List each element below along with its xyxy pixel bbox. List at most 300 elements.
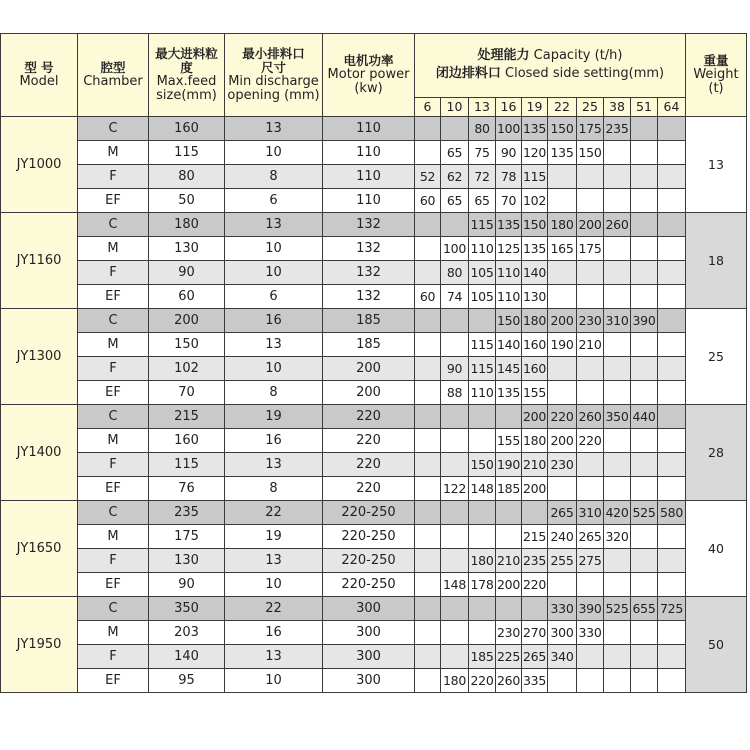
capacity-cell	[415, 381, 441, 405]
capacity-cell: 320	[604, 525, 631, 549]
capacity-cell: 220	[577, 429, 604, 453]
capacity-cell: 525	[631, 501, 658, 525]
discharge-cell: 13	[225, 117, 323, 141]
feed-size-cell: 160	[149, 429, 225, 453]
capacity-cell: 148	[441, 573, 469, 597]
capacity-cell	[658, 237, 686, 261]
motor-power-cell: 185	[323, 309, 415, 333]
capacity-cell	[415, 645, 441, 669]
table-row	[1, 261, 747, 285]
discharge-cell: 13	[225, 645, 323, 669]
table-row	[1, 405, 747, 429]
capacity-cell: 260	[604, 213, 631, 237]
capacity-cell	[631, 333, 658, 357]
capacity-cell: 60	[415, 285, 441, 309]
feed-size-cell: 175	[149, 525, 225, 549]
capacity-cell: 72	[469, 165, 496, 189]
capacity-cell: 190	[496, 453, 522, 477]
capacity-cell	[415, 477, 441, 501]
setting-header-cell: 10	[441, 97, 469, 116]
capacity-cell	[441, 549, 469, 573]
capacity-cell: 180	[469, 549, 496, 573]
capacity-cell	[631, 213, 658, 237]
chamber-cell: F	[78, 261, 149, 285]
chamber-cell: C	[78, 117, 149, 141]
motor-power-cell: 220-250	[323, 501, 415, 525]
discharge-cell: 13	[225, 549, 323, 573]
capacity-cell	[548, 381, 577, 405]
chamber-cell: M	[78, 237, 149, 261]
capacity-cell: 145	[496, 357, 522, 381]
discharge-cell: 8	[225, 165, 323, 189]
capacity-cell	[577, 189, 604, 213]
capacity-cell: 390	[631, 309, 658, 333]
header-discharge	[225, 34, 323, 117]
setting-header-cell: 22	[548, 97, 577, 116]
capacity-cell	[631, 645, 658, 669]
header-discharge-en: Min discharge opening (mm)	[227, 74, 320, 103]
motor-power-cell: 110	[323, 165, 415, 189]
header-capacity-en: Capacity (t/h)	[533, 48, 623, 64]
capacity-cell: 200	[548, 309, 577, 333]
motor-power-cell: 132	[323, 213, 415, 237]
motor-power-cell: 110	[323, 189, 415, 213]
table-row	[1, 141, 747, 165]
capacity-cell: 255	[548, 549, 577, 573]
capacity-cell: 300	[548, 621, 577, 645]
capacity-cell: 135	[522, 117, 548, 141]
capacity-cell	[577, 165, 604, 189]
capacity-cell	[496, 501, 522, 525]
chamber-cell: EF	[78, 381, 149, 405]
capacity-cell	[604, 645, 631, 669]
feed-size-cell: 203	[149, 621, 225, 645]
capacity-cell: 88	[441, 381, 469, 405]
capacity-cell: 135	[522, 237, 548, 261]
capacity-cell	[631, 477, 658, 501]
capacity-cell: 115	[469, 213, 496, 237]
discharge-cell: 10	[225, 237, 323, 261]
feed-size-cell: 115	[149, 453, 225, 477]
motor-power-cell: 132	[323, 261, 415, 285]
capacity-cell	[631, 117, 658, 141]
capacity-cell: 110	[469, 381, 496, 405]
capacity-cell	[658, 309, 686, 333]
feed-size-cell: 130	[149, 549, 225, 573]
chamber-cell: C	[78, 309, 149, 333]
capacity-cell	[604, 669, 631, 693]
capacity-cell	[577, 381, 604, 405]
chamber-cell: M	[78, 621, 149, 645]
capacity-cell: 160	[522, 333, 548, 357]
capacity-cell	[415, 309, 441, 333]
discharge-cell: 10	[225, 573, 323, 597]
header-power	[323, 34, 415, 117]
capacity-cell: 135	[496, 381, 522, 405]
capacity-cell	[631, 549, 658, 573]
capacity-cell	[548, 477, 577, 501]
capacity-cell	[415, 333, 441, 357]
capacity-cell	[441, 525, 469, 549]
capacity-cell: 75	[469, 141, 496, 165]
capacity-cell	[631, 141, 658, 165]
capacity-cell	[415, 261, 441, 285]
feed-size-cell: 150	[149, 333, 225, 357]
capacity-cell: 140	[496, 333, 522, 357]
setting-header-cell: 25	[577, 97, 604, 116]
capacity-cell	[469, 501, 496, 525]
capacity-cell	[441, 213, 469, 237]
capacity-cell: 115	[469, 357, 496, 381]
header-chamber-en: Chamber	[83, 74, 143, 89]
capacity-cell	[604, 165, 631, 189]
capacity-cell	[631, 165, 658, 189]
capacity-cell: 200	[496, 573, 522, 597]
table-row	[1, 189, 747, 213]
capacity-cell: 580	[658, 501, 686, 525]
chamber-cell: F	[78, 165, 149, 189]
capacity-cell	[469, 597, 496, 621]
model-cell: JY1300	[1, 309, 78, 405]
capacity-cell: 74	[441, 285, 469, 309]
capacity-cell	[441, 429, 469, 453]
capacity-cell: 655	[631, 597, 658, 621]
capacity-cell	[469, 405, 496, 429]
table-row	[1, 525, 747, 549]
feed-size-cell: 130	[149, 237, 225, 261]
header-power-zh: 电机功率	[343, 53, 394, 68]
capacity-cell: 65	[441, 141, 469, 165]
capacity-cell	[577, 285, 604, 309]
motor-power-cell: 110	[323, 141, 415, 165]
setting-header-cell: 13	[469, 97, 496, 116]
table-row	[1, 165, 747, 189]
capacity-cell: 185	[496, 477, 522, 501]
capacity-cell	[658, 381, 686, 405]
capacity-cell: 330	[548, 597, 577, 621]
capacity-cell: 180	[441, 669, 469, 693]
capacity-cell	[469, 309, 496, 333]
capacity-cell: 100	[496, 117, 522, 141]
chamber-cell: C	[78, 501, 149, 525]
capacity-cell	[577, 261, 604, 285]
capacity-cell: 70	[496, 189, 522, 213]
capacity-cell	[441, 645, 469, 669]
chamber-cell: M	[78, 333, 149, 357]
capacity-cell	[631, 573, 658, 597]
capacity-cell	[658, 525, 686, 549]
discharge-cell: 8	[225, 381, 323, 405]
capacity-cell	[415, 213, 441, 237]
capacity-cell: 135	[496, 213, 522, 237]
capacity-cell: 180	[522, 429, 548, 453]
capacity-cell	[441, 333, 469, 357]
header-capacity-line	[415, 49, 685, 63]
capacity-cell: 310	[604, 309, 631, 333]
capacity-cell: 220	[469, 669, 496, 693]
capacity-cell: 190	[548, 333, 577, 357]
motor-power-cell: 220-250	[323, 525, 415, 549]
header-capacity-zh: 处理能力	[477, 48, 530, 64]
capacity-cell	[415, 141, 441, 165]
capacity-cell	[604, 333, 631, 357]
capacity-cell	[441, 405, 469, 429]
table-row	[1, 573, 747, 597]
chamber-cell: F	[78, 645, 149, 669]
capacity-cell: 265	[548, 501, 577, 525]
feed-size-cell: 180	[149, 213, 225, 237]
capacity-cell	[631, 669, 658, 693]
weight-cell: 18	[686, 213, 747, 309]
header-weight-zh: 重量	[703, 53, 729, 68]
model-cell: JY1160	[1, 213, 78, 309]
header-feed	[149, 34, 225, 117]
setting-header-cell: 6	[415, 97, 441, 116]
table-row	[1, 381, 747, 405]
feed-size-cell: 140	[149, 645, 225, 669]
capacity-cell: 165	[548, 237, 577, 261]
capacity-cell	[604, 573, 631, 597]
chamber-cell: M	[78, 429, 149, 453]
capacity-cell	[658, 213, 686, 237]
capacity-cell	[658, 477, 686, 501]
capacity-cell: 115	[469, 333, 496, 357]
capacity-cell: 220	[522, 573, 548, 597]
header-power-en: Motor power (kw)	[327, 67, 410, 96]
table-row	[1, 501, 747, 525]
discharge-cell: 6	[225, 189, 323, 213]
capacity-cell: 440	[631, 405, 658, 429]
capacity-cell	[604, 477, 631, 501]
capacity-cell: 120	[522, 141, 548, 165]
feed-size-cell: 95	[149, 669, 225, 693]
feed-size-cell: 90	[149, 261, 225, 285]
table-row	[1, 309, 747, 333]
capacity-cell: 135	[548, 141, 577, 165]
model-cell: JY1400	[1, 405, 78, 501]
feed-size-cell: 50	[149, 189, 225, 213]
discharge-cell: 13	[225, 333, 323, 357]
weight-cell: 28	[686, 405, 747, 501]
capacity-cell	[415, 525, 441, 549]
feed-size-cell: 115	[149, 141, 225, 165]
header-model-en: Model	[19, 74, 59, 89]
capacity-cell: 230	[548, 453, 577, 477]
capacity-cell	[415, 669, 441, 693]
motor-power-cell: 220	[323, 453, 415, 477]
capacity-cell	[415, 117, 441, 141]
capacity-cell: 122	[441, 477, 469, 501]
chamber-cell: C	[78, 213, 149, 237]
capacity-cell	[631, 621, 658, 645]
capacity-cell: 52	[415, 165, 441, 189]
capacity-cell: 105	[469, 261, 496, 285]
capacity-cell: 65	[441, 189, 469, 213]
capacity-cell	[522, 597, 548, 621]
motor-power-cell: 220-250	[323, 573, 415, 597]
table-row	[1, 429, 747, 453]
header-capacity	[415, 34, 686, 98]
capacity-cell: 330	[577, 621, 604, 645]
capacity-cell: 350	[604, 405, 631, 429]
capacity-cell: 150	[577, 141, 604, 165]
capacity-cell: 240	[548, 525, 577, 549]
capacity-cell	[415, 237, 441, 261]
capacity-cell	[548, 669, 577, 693]
capacity-cell: 210	[522, 453, 548, 477]
capacity-cell	[658, 549, 686, 573]
capacity-cell	[415, 357, 441, 381]
capacity-cell	[631, 237, 658, 261]
feed-size-cell: 70	[149, 381, 225, 405]
capacity-cell: 155	[522, 381, 548, 405]
feed-size-cell: 76	[149, 477, 225, 501]
capacity-cell	[631, 261, 658, 285]
capacity-cell: 90	[441, 357, 469, 381]
capacity-cell	[658, 357, 686, 381]
discharge-cell: 6	[225, 285, 323, 309]
discharge-cell: 19	[225, 525, 323, 549]
capacity-cell	[631, 285, 658, 309]
capacity-cell	[631, 453, 658, 477]
capacity-cell	[658, 645, 686, 669]
discharge-cell: 13	[225, 453, 323, 477]
chamber-cell: EF	[78, 669, 149, 693]
capacity-cell	[631, 429, 658, 453]
setting-header-cell: 51	[631, 97, 658, 116]
capacity-cell	[496, 525, 522, 549]
capacity-cell: 225	[496, 645, 522, 669]
capacity-cell: 725	[658, 597, 686, 621]
capacity-cell: 230	[577, 309, 604, 333]
capacity-cell	[415, 429, 441, 453]
capacity-cell	[658, 621, 686, 645]
motor-power-cell: 185	[323, 333, 415, 357]
table-row	[1, 333, 747, 357]
table-row	[1, 549, 747, 573]
header-setting-line	[415, 67, 685, 81]
capacity-cell: 175	[577, 117, 604, 141]
capacity-cell	[658, 669, 686, 693]
feed-size-cell: 160	[149, 117, 225, 141]
capacity-cell	[548, 261, 577, 285]
table-row	[1, 285, 747, 309]
capacity-cell	[441, 309, 469, 333]
capacity-cell	[577, 645, 604, 669]
model-cell: JY1000	[1, 117, 78, 213]
capacity-cell	[631, 381, 658, 405]
setting-header-cell: 38	[604, 97, 631, 116]
capacity-cell	[522, 501, 548, 525]
capacity-cell: 235	[522, 549, 548, 573]
motor-power-cell: 300	[323, 645, 415, 669]
discharge-cell: 16	[225, 309, 323, 333]
capacity-cell	[548, 357, 577, 381]
capacity-cell	[631, 357, 658, 381]
table-row	[1, 237, 747, 261]
capacity-cell	[604, 381, 631, 405]
discharge-cell: 22	[225, 501, 323, 525]
capacity-cell	[415, 597, 441, 621]
capacity-cell: 200	[522, 477, 548, 501]
table-row	[1, 117, 747, 141]
header-feed-en: Max.feed size(mm)	[156, 74, 217, 103]
header-row	[1, 34, 747, 98]
capacity-cell	[415, 501, 441, 525]
capacity-cell: 335	[522, 669, 548, 693]
discharge-cell: 10	[225, 669, 323, 693]
table-row	[1, 597, 747, 621]
table-row	[1, 645, 747, 669]
capacity-cell	[604, 261, 631, 285]
motor-power-cell: 220	[323, 429, 415, 453]
capacity-cell	[441, 117, 469, 141]
capacity-cell: 115	[522, 165, 548, 189]
motor-power-cell: 220-250	[323, 549, 415, 573]
capacity-cell	[441, 597, 469, 621]
capacity-cell: 102	[522, 189, 548, 213]
capacity-cell	[658, 333, 686, 357]
capacity-cell	[441, 621, 469, 645]
capacity-cell: 80	[469, 117, 496, 141]
chamber-cell: F	[78, 549, 149, 573]
capacity-cell	[548, 165, 577, 189]
model-cell: JY1950	[1, 597, 78, 693]
capacity-cell: 270	[522, 621, 548, 645]
chamber-cell: EF	[78, 189, 149, 213]
capacity-cell	[658, 429, 686, 453]
capacity-cell	[469, 429, 496, 453]
capacity-cell: 340	[548, 645, 577, 669]
capacity-cell	[658, 573, 686, 597]
motor-power-cell: 110	[323, 117, 415, 141]
capacity-cell: 110	[496, 261, 522, 285]
discharge-cell: 10	[225, 357, 323, 381]
capacity-cell: 220	[548, 405, 577, 429]
discharge-cell: 16	[225, 429, 323, 453]
chamber-cell: F	[78, 453, 149, 477]
motor-power-cell: 300	[323, 621, 415, 645]
capacity-cell	[658, 141, 686, 165]
capacity-cell	[658, 453, 686, 477]
capacity-cell	[577, 453, 604, 477]
motor-power-cell: 132	[323, 237, 415, 261]
capacity-cell: 100	[441, 237, 469, 261]
capacity-cell: 130	[522, 285, 548, 309]
capacity-cell: 185	[469, 645, 496, 669]
spec-table-container	[0, 33, 747, 693]
capacity-cell: 150	[548, 117, 577, 141]
capacity-cell: 110	[469, 237, 496, 261]
table-row	[1, 453, 747, 477]
capacity-cell: 78	[496, 165, 522, 189]
capacity-cell: 125	[496, 237, 522, 261]
capacity-cell	[658, 117, 686, 141]
header-discharge-zh: 最小排料口尺寸	[242, 46, 305, 75]
table-row	[1, 669, 747, 693]
capacity-cell: 148	[469, 477, 496, 501]
capacity-cell	[604, 453, 631, 477]
capacity-cell	[469, 525, 496, 549]
capacity-cell	[604, 621, 631, 645]
table-row	[1, 477, 747, 501]
capacity-cell: 310	[577, 501, 604, 525]
header-feed-zh: 最大进料粒度	[155, 46, 218, 75]
table-row	[1, 357, 747, 381]
capacity-cell: 178	[469, 573, 496, 597]
setting-header-cell: 19	[522, 97, 548, 116]
capacity-cell	[441, 501, 469, 525]
